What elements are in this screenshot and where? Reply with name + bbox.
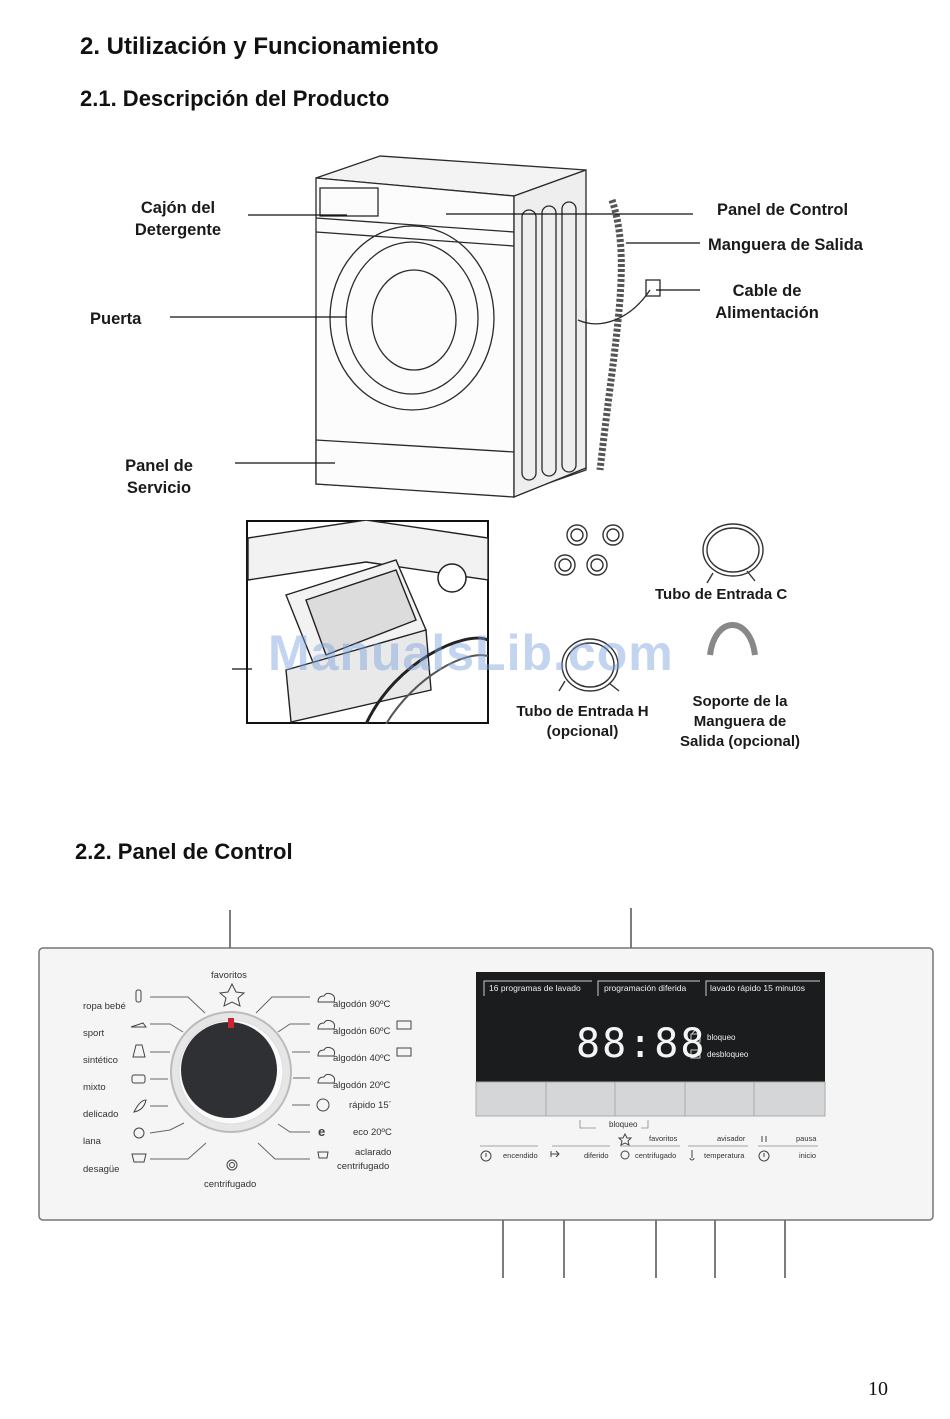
dial-favorites-label: favoritos [211,970,247,981]
drawer-closeup-illustration [246,520,490,724]
left-program-list [83,993,126,1183]
service-panel-label: Panel de Servicio [125,457,193,497]
start-button-label: inicio [799,1151,817,1160]
inlet-hose-h-label: Tubo de Entrada H (opcional) [516,703,649,740]
machine-drawing [0,0,950,520]
delay-button-label: diferido [584,1151,609,1160]
dial-spin-label: centrifugado [204,1179,257,1190]
watermark: ManualsLib.com [268,625,674,681]
power-button[interactable] [476,1082,546,1116]
accessories-illustration [545,515,835,715]
program-eco-20: eco 20ºC [353,1127,392,1138]
spin-button-label: centrifugado [635,1151,677,1160]
section-heading: 2. Utilización y Funcionamiento [80,33,439,60]
program-centrifugado: centrifugado [337,1161,390,1172]
power-button-label: encendido [503,1151,538,1160]
pause-button-label: pausa [796,1134,817,1143]
program-mixto: mixto [83,1082,106,1094]
favorites-spin-button[interactable] [615,1082,685,1116]
lock-bracket-label: bloqueo [609,1120,638,1129]
program-desague: desagüe [83,1163,120,1175]
alarm-button-label: avisador [717,1134,746,1143]
door-label: Puerta [90,310,142,328]
product-description-heading: 2.1. Descripción del Producto [80,86,390,111]
program-sport: sport [83,1028,105,1040]
control-panel-heading: 2.2. Panel de Control [75,839,293,864]
program-ropa-bebe: ropa bebé [83,1001,126,1012]
program-algodon-20: algodón 20ºC [333,1080,391,1091]
display-tab-delayed-start: programación diferida [604,983,687,993]
unlock-indicator: desbloqueo [707,1050,749,1059]
display-tab-quick-wash: lavado rápido 15 minutos [710,983,805,993]
alarm-temperature-button[interactable] [685,1082,754,1116]
program-lana: lana [83,1136,101,1148]
program-aclarado: aclarado [355,1147,392,1158]
program-sintetico: sintético [83,1055,118,1067]
display-time: 88:88 [576,1021,707,1067]
program-algodon-90: algodón 90ºC [333,999,391,1010]
delay-button[interactable] [546,1082,615,1116]
right-program-list [333,991,390,1099]
timer-icon [314,1096,328,1110]
drawer-leader-line [232,660,252,670]
program-delicado: delicado [83,1109,119,1121]
inlet-hose-c-label: Tubo de Entrada C [655,586,788,603]
detergent-drawer-label: Cajón del Detergente [134,199,222,239]
page-number: 10 [868,1378,888,1400]
program-algodon-60: algodón 60ºC [333,1026,391,1037]
eco-icon: e [318,1124,326,1139]
lock-indicator: bloqueo [707,1033,736,1042]
drain-hose-label: Manguera de Salida [708,236,863,254]
start-pause-button[interactable] [754,1082,825,1116]
temperature-button-label: temperatura [704,1151,745,1160]
favorites-button-label: favoritos [649,1134,678,1143]
program-rapido-15: rápido 15´ [349,1100,392,1111]
hose-support-label: Soporte de la Manguera de Salida (opcional) [679,693,800,750]
power-cable-label: Cable de Alimentación [715,282,819,322]
program-algodon-40: algodón 40ºC [333,1053,391,1064]
display-tab-16-programs: 16 programas de lavado [489,983,581,993]
control-panel-label: Panel de Control [717,201,849,219]
